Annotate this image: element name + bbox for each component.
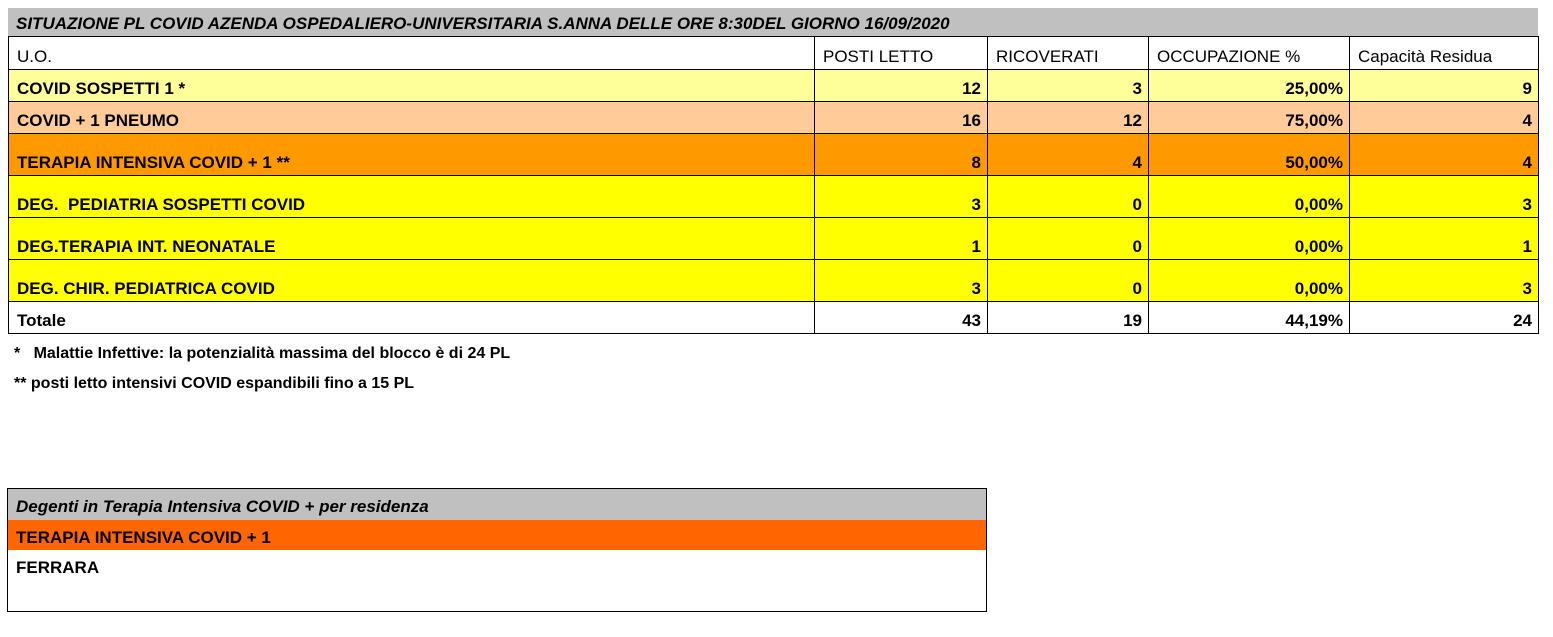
total-occupazione: 44,19% xyxy=(1149,302,1350,334)
row-occupazione: 25,00% xyxy=(1149,70,1350,102)
row-capacita-residua: 3 xyxy=(1350,260,1539,302)
row-ricoverati: 0 xyxy=(988,176,1149,218)
col-header-posti-letto: POSTI LETTO xyxy=(815,37,988,70)
report-title-bar xyxy=(8,8,1538,36)
covid-beds-table xyxy=(8,36,1539,334)
col-header-capacita-residua: Capacità Residua xyxy=(1350,37,1539,70)
table-row xyxy=(9,70,1539,102)
row-occupazione: 0,00% xyxy=(1149,260,1350,302)
row-posti-letto: 1 xyxy=(815,218,988,260)
residence-city: FERRARA xyxy=(16,558,100,577)
row-uo: DEG. CHIR. PEDIATRICA COVID xyxy=(9,260,815,302)
residence-header: Degenti in Terapia Intensiva COVID + per residenza xyxy=(8,489,986,520)
footnote-malattie-infettive: * Malattie Infettive: la potenzialità massima del blocco è di 24 PL xyxy=(14,345,511,362)
row-capacita-residua: 4 xyxy=(1350,134,1539,176)
residence-unit-row: TERAPIA INTENSIVA COVID + 1 xyxy=(8,520,986,550)
row-posti-letto: 3 xyxy=(815,176,988,218)
row-posti-letto: 16 xyxy=(815,102,988,134)
col-header-uo: U.O. xyxy=(9,37,815,70)
footnote-posti-intensivi: ** posti letto intensivi COVID espandibili fino a 15 PL xyxy=(14,375,415,392)
row-capacita-residua: 1 xyxy=(1350,218,1539,260)
row-occupazione: 0,00% xyxy=(1149,176,1350,218)
table-row xyxy=(9,102,1539,134)
table-row xyxy=(9,134,1539,176)
row-capacita-residua: 4 xyxy=(1350,102,1539,134)
row-occupazione: 75,00% xyxy=(1149,102,1350,134)
total-capacita-residua: 24 xyxy=(1350,302,1539,334)
row-ricoverati: 0 xyxy=(988,218,1149,260)
row-uo: DEG. PEDIATRIA SOSPETTI COVID xyxy=(9,176,815,218)
table-header-row xyxy=(9,37,1539,70)
residence-box xyxy=(7,488,987,612)
row-occupazione: 0,00% xyxy=(1149,218,1350,260)
row-occupazione: 50,00% xyxy=(1149,134,1350,176)
row-ricoverati: 12 xyxy=(988,102,1149,134)
row-uo: COVID SOSPETTI 1 * xyxy=(9,70,815,102)
col-header-ricoverati: RICOVERATI xyxy=(988,37,1149,70)
col-header-occupazione: OCCUPAZIONE % xyxy=(1149,37,1350,70)
row-posti-letto: 3 xyxy=(815,260,988,302)
row-capacita-residua: 9 xyxy=(1350,70,1539,102)
row-uo: COVID + 1 PNEUMO xyxy=(9,102,815,134)
table-row xyxy=(9,260,1539,302)
total-row xyxy=(9,302,1539,334)
row-uo: DEG.TERAPIA INT. NEONATALE xyxy=(9,218,815,260)
row-ricoverati: 3 xyxy=(988,70,1149,102)
row-ricoverati: 0 xyxy=(988,260,1149,302)
row-uo: TERAPIA INTENSIVA COVID + 1 ** xyxy=(9,134,815,176)
total-ricoverati: 19 xyxy=(988,302,1149,334)
total-posti-letto: 43 xyxy=(815,302,988,334)
table-row xyxy=(9,218,1539,260)
row-capacita-residua: 3 xyxy=(1350,176,1539,218)
row-ricoverati: 4 xyxy=(988,134,1149,176)
table-row xyxy=(9,176,1539,218)
report-title: SITUAZIONE PL COVID AZENDA OSPEDALIERO-UNIVERSITARIA S.ANNA DELLE ORE 8:30DEL GIORNO 16/09/2020 xyxy=(16,14,950,33)
total-label: Totale xyxy=(9,302,815,334)
row-posti-letto: 8 xyxy=(815,134,988,176)
row-posti-letto: 12 xyxy=(815,70,988,102)
